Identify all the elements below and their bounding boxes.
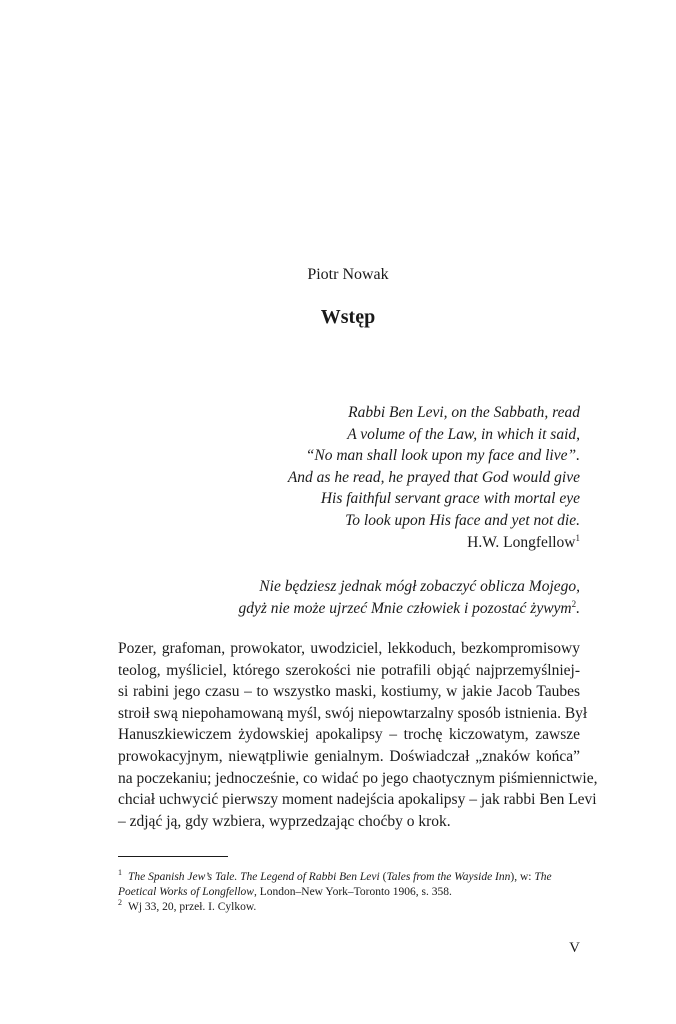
- footnote-ref-1[interactable]: 1: [575, 532, 580, 543]
- poem-attribution: [288, 532, 580, 554]
- paragraph-line: na poczekaniu; jednocześnie, co widać po jego chaotycznym piśmiennictwie,: [118, 769, 598, 787]
- footnote-number: 2: [118, 898, 122, 908]
- chapter-title: Wstęp: [320, 306, 376, 328]
- poem-line: A volume of the Law, in which it said,: [347, 425, 580, 443]
- footnote-text: , London–New York–Toronto 1906, s. 358.: [253, 886, 452, 898]
- footnote-text: ), w:: [510, 871, 535, 883]
- epigraph-text: gdyż nie może ujrzeć Mnie człowiek i pozostać żywym: [238, 599, 572, 617]
- footnotes: [118, 870, 580, 915]
- page-number: V: [569, 940, 580, 956]
- poem-line: His faithful servant grace with mortal eye: [320, 490, 580, 508]
- poem-line: To look upon His face and yet not die.: [345, 511, 580, 529]
- poem-epigraph: [288, 402, 580, 553]
- footnote-title: The Spanish Jew’s Tale. The Legend of Rabbi Ben Levi: [128, 871, 380, 883]
- footnote-ref-2[interactable]: 2: [571, 598, 577, 609]
- footnote-title: The Poetical Works of Longfellow: [118, 871, 552, 898]
- paragraph-line: Hanuszkiewiczem żydowskiej apokalipsy – trochę kiczowatym, zawsze: [118, 726, 580, 744]
- epigraph-period: .: [576, 599, 580, 617]
- footnote-text: Wj 33, 20, przeł. I. Cylkow.: [128, 901, 257, 913]
- poem-line: And as he read, he prayed that God would give: [287, 468, 580, 486]
- footnote-title: Tales from the Wayside Inn: [386, 871, 511, 883]
- epigraph-line: Nie będziesz jednak mógł zobaczyć oblicza Mojego,: [259, 578, 580, 595]
- paragraph-line: – zdjąć ją, gdy wzbiera, wyprzedzając choćby o krok.: [118, 812, 451, 830]
- footnote-number: 1: [118, 868, 122, 878]
- paragraph-line: teolog, myśliciel, którego szerokości nie potrafili objąć najprzemyślniej-: [118, 661, 580, 679]
- poem-line: “No man shall look upon my face and live”.: [305, 447, 580, 465]
- paragraph-line: prowokacyjnym, niewątpliwie genialnym. Doświadczał „znaków końca”: [118, 747, 580, 765]
- bible-epigraph: [238, 576, 580, 619]
- body-paragraph: [118, 638, 598, 832]
- footnote-1: [118, 870, 580, 900]
- epigraph-line: [238, 598, 580, 620]
- paragraph-line: chciał uchwycić pierwszy moment nadejścia apokalipsy – jak rabbi Ben Levi: [118, 791, 597, 809]
- poem-line: Rabbi Ben Levi, on the Sabbath, read: [348, 404, 580, 421]
- paragraph-line: Pozer, grafoman, prowokator, uwodziciel, lekkoduch, bezkompromisowy: [118, 640, 580, 657]
- footnote-divider: [118, 856, 228, 857]
- footnote-2: [118, 900, 580, 915]
- attribution-text: H.W. Longfellow: [467, 533, 576, 551]
- author-name: Piotr Nowak: [307, 266, 389, 283]
- footnote-text: (: [379, 871, 387, 883]
- paragraph-line: si rabini jego czasu – to wszystko maski, kostiumy, w jakie Jacob Taubes: [118, 683, 580, 701]
- paragraph-line: stroił swą niepohamowaną myśl, swój niepowtarzalny sposób istnienia. Był: [118, 704, 588, 722]
